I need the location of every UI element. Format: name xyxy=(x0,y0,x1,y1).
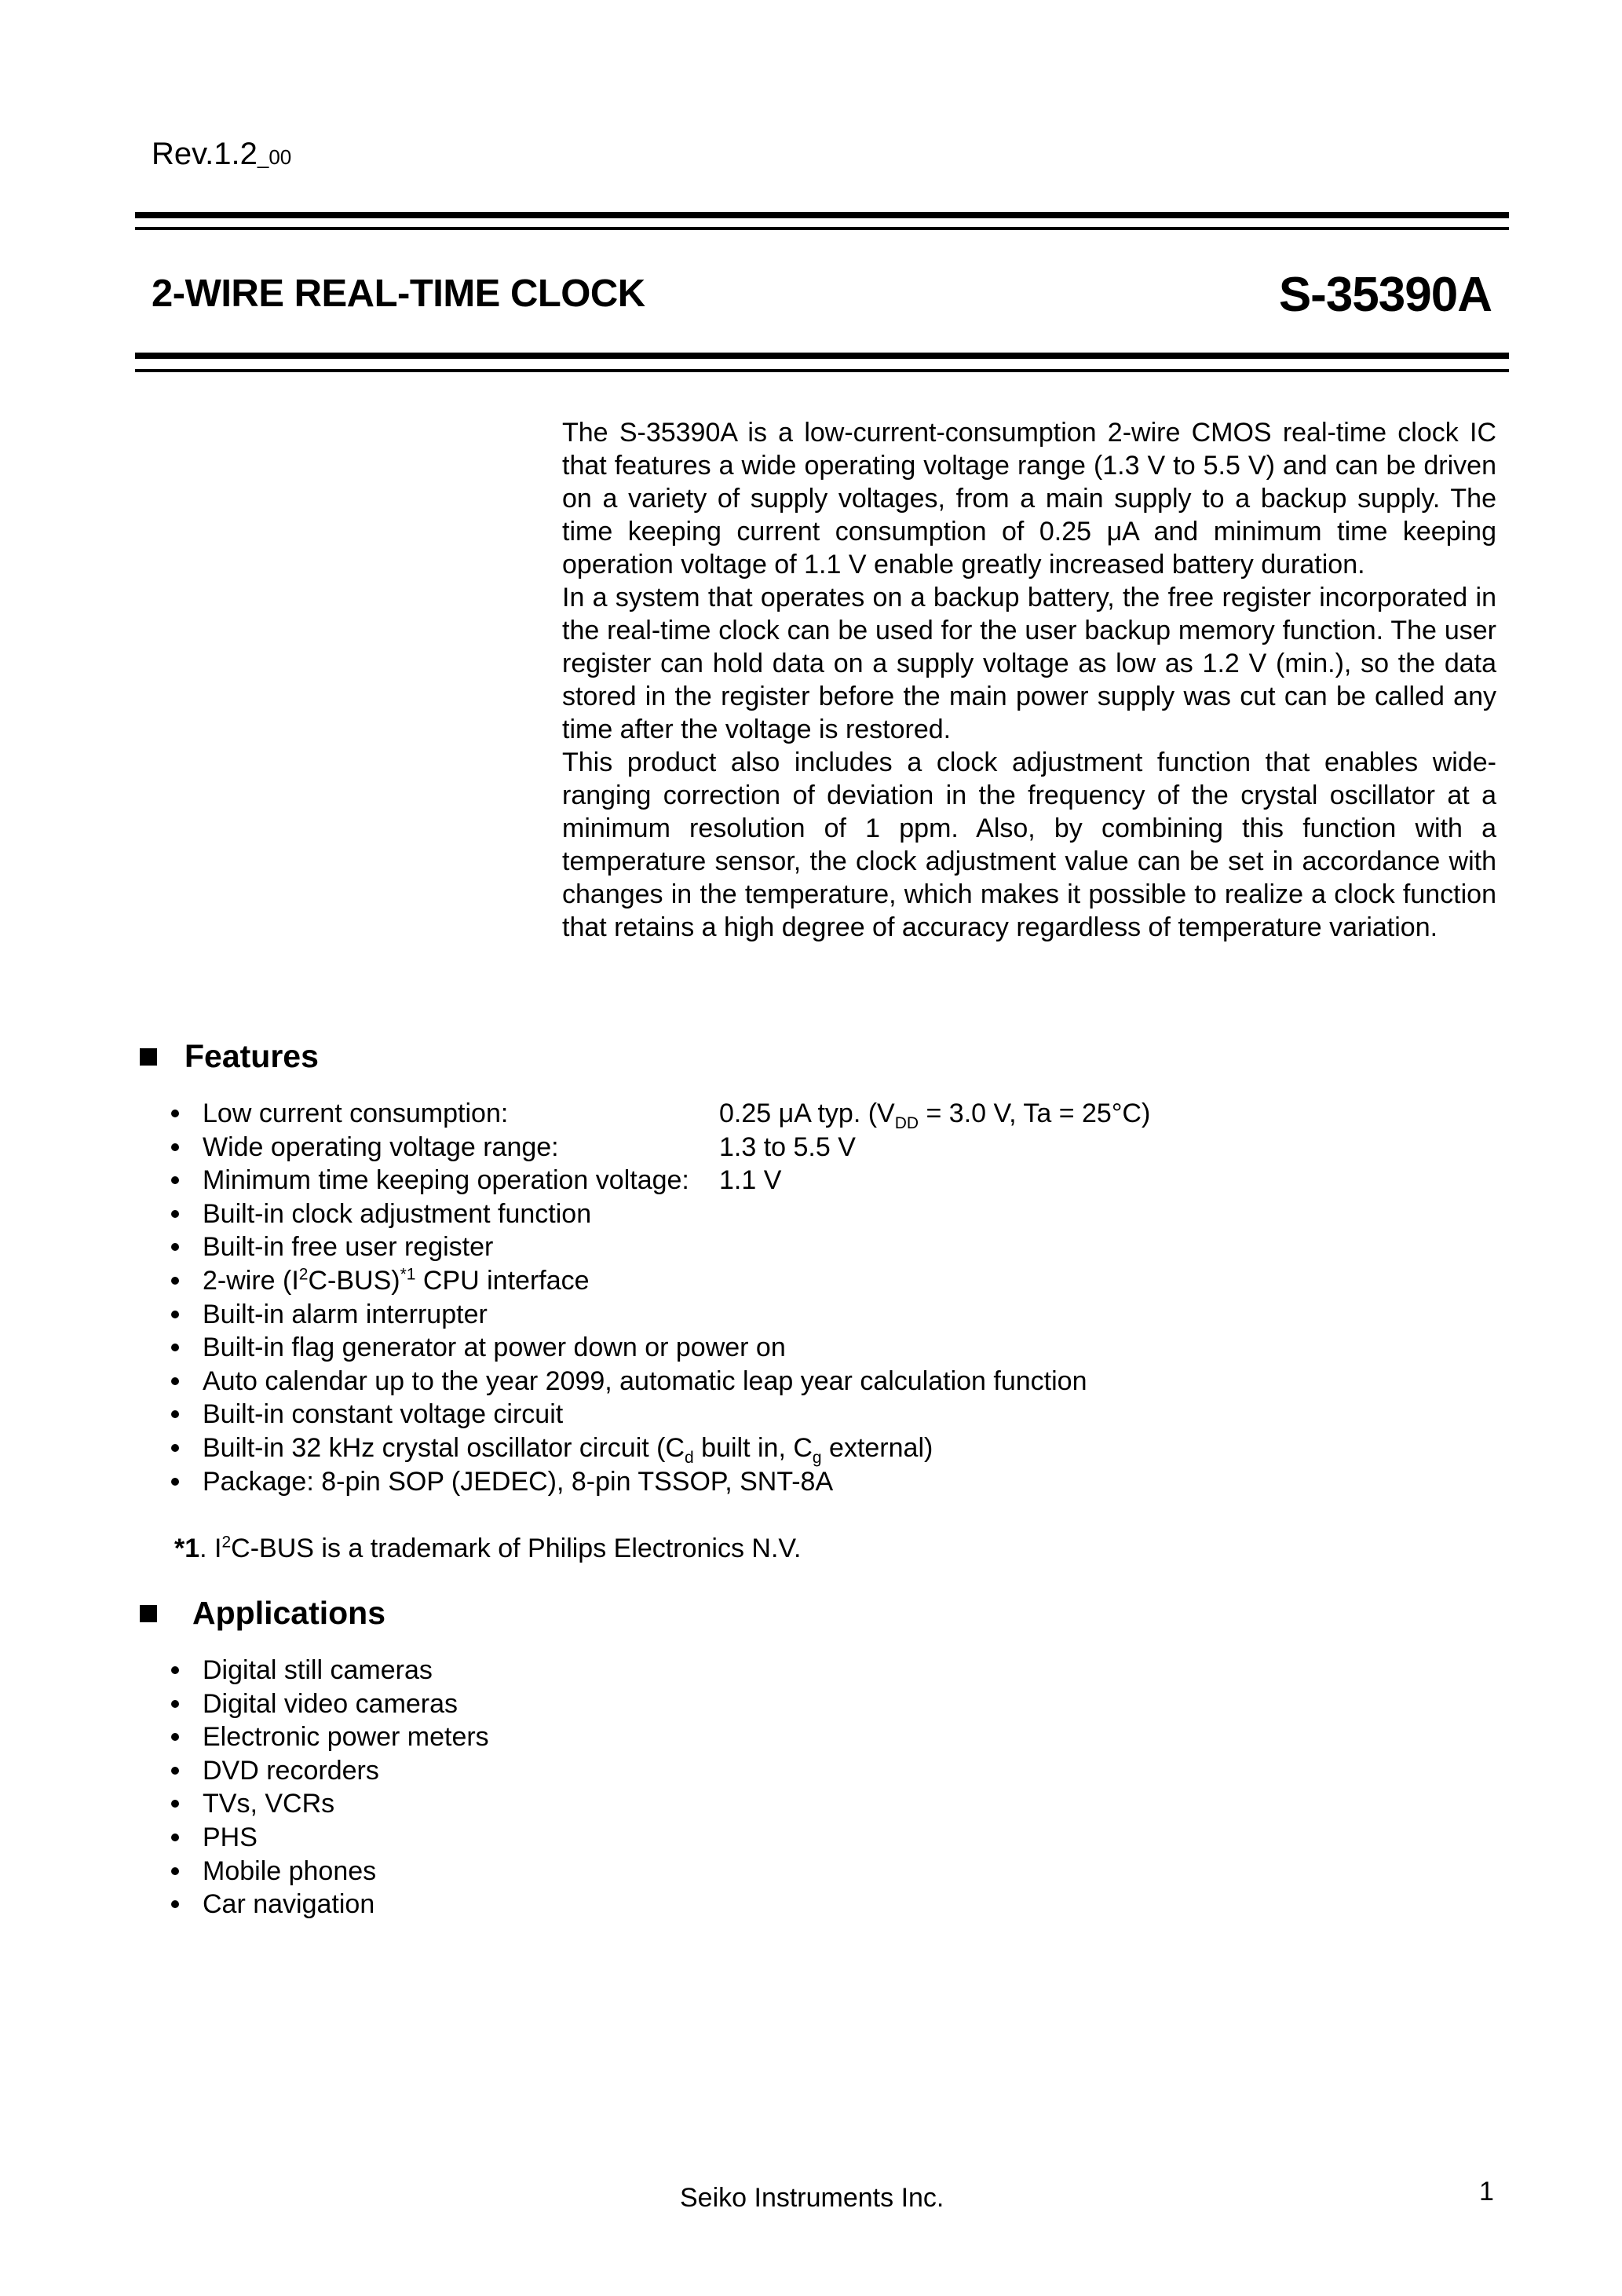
header-rule-top-thin xyxy=(135,227,1509,230)
list-item: Car navigation xyxy=(171,1888,489,1921)
list-item: Built-in alarm interrupter xyxy=(171,1298,1150,1332)
list-item: DVD recorders xyxy=(171,1754,489,1788)
list-item: Built-in free user register xyxy=(171,1230,1150,1264)
applications-list xyxy=(171,1654,489,1921)
document-title: 2-WIRE REAL-TIME CLOCK xyxy=(152,272,645,315)
intro-paragraph-2: In a system that operates on a backup battery, the free register incorporated in the real-time clock can be used for the user backup memory function. The user register can hold data on a supply voltage as low as 1.2 V (min.), so the data stored in the register before the main power supply was cut can be called any time after the voltage is restored. xyxy=(562,583,1496,744)
list-item: Built-in 32 kHz crystal oscillator circuit ($C_d$ built in, $C_g$ external) xyxy=(171,1431,1150,1465)
list-item xyxy=(171,1164,1150,1197)
list-item: Mobile phones xyxy=(171,1855,489,1888)
feature-name: Low current consumption: xyxy=(203,1099,509,1128)
list-item: Auto calendar up to the year 2099, automatic leap year calculation function xyxy=(171,1365,1150,1398)
part-number: S-35390A xyxy=(1278,268,1492,322)
applications-heading xyxy=(140,1595,385,1632)
intro-paragraph-1: The S-35390A is a low-current-consumption 2-wire CMOS real-time clock IC that features a wide operating voltage range (1.3 V to 5.5 V) and can be driven on a variety of supply voltages, from a main supply to a backup supply. The time keeping current consumption of 0.25 μA and minimum time keeping operation voltage of 1.1 V enable greatly increased battery duration. xyxy=(562,418,1496,579)
list-item: Built-in flag generator at power down or power on xyxy=(171,1331,1150,1365)
list-item: Digital video cameras xyxy=(171,1687,489,1721)
feature-name: Minimum time keeping operation voltage: xyxy=(203,1165,689,1196)
list-item: Built-in constant voltage circuit xyxy=(171,1398,1150,1431)
page-number: 1 xyxy=(1479,2177,1494,2206)
list-item: Package: 8-pin SOP (JEDEC), 8-pin TSSOP, SNT-8A xyxy=(171,1465,1150,1499)
header-rule-top-thick xyxy=(135,212,1509,218)
footer-company: Seiko Instruments Inc. xyxy=(680,2183,944,2213)
intro-text xyxy=(562,416,1496,944)
applications-heading-label: Applications xyxy=(192,1595,386,1631)
footnote: *1. $I^2C$-BUS is a trademark of Philips Electronics N.V. xyxy=(174,1533,802,1563)
list-item xyxy=(171,1097,1150,1131)
list-item: Built-in clock adjustment function xyxy=(171,1197,1150,1231)
feature-name: Wide operating voltage range: xyxy=(203,1132,559,1162)
feature-value: 1.1 V xyxy=(719,1165,782,1196)
list-item xyxy=(171,1131,1150,1164)
footnote-mark: *1 xyxy=(174,1534,200,1563)
header-rule-bottom-thick xyxy=(135,353,1509,359)
feature-value: 0.25 μA typ. ($V_{DD} = 3.0$ V, Ta = 25°C) xyxy=(719,1099,1151,1132)
revision-number: Rev.1.2 xyxy=(152,137,258,171)
list-item: Electronic power meters xyxy=(171,1720,489,1754)
intro-paragraph-3: This product also includes a clock adjustment function that enables wide-ranging correction of deviation in the frequency of the crystal oscillator at a minimum resolution of 1 ppm. Also, by combining this function with a temperature sensor, the clock adjustment value can be set in accordance with changes in the temperature, which makes it possible to realize a clock function that retains a high degree of accuracy regardless of temperature variation. xyxy=(562,748,1496,942)
list-item: 2-wire $(I^2C-BUS)^{*1}$ CPU interface xyxy=(171,1264,1150,1298)
features-heading xyxy=(140,1038,319,1075)
features-list xyxy=(171,1097,1150,1498)
list-item: TVs, VCRs xyxy=(171,1787,489,1821)
revision-suffix: _00 xyxy=(257,145,292,169)
square-bullet-icon xyxy=(140,1605,157,1622)
header-rule-bottom-thin xyxy=(135,369,1509,372)
revision-label xyxy=(152,137,291,172)
features-heading-label: Features xyxy=(184,1038,319,1074)
feature-value: 1.3 to 5.5 V xyxy=(719,1132,856,1162)
list-item: Digital still cameras xyxy=(171,1654,489,1687)
square-bullet-icon xyxy=(140,1048,157,1066)
list-item: PHS xyxy=(171,1821,489,1855)
